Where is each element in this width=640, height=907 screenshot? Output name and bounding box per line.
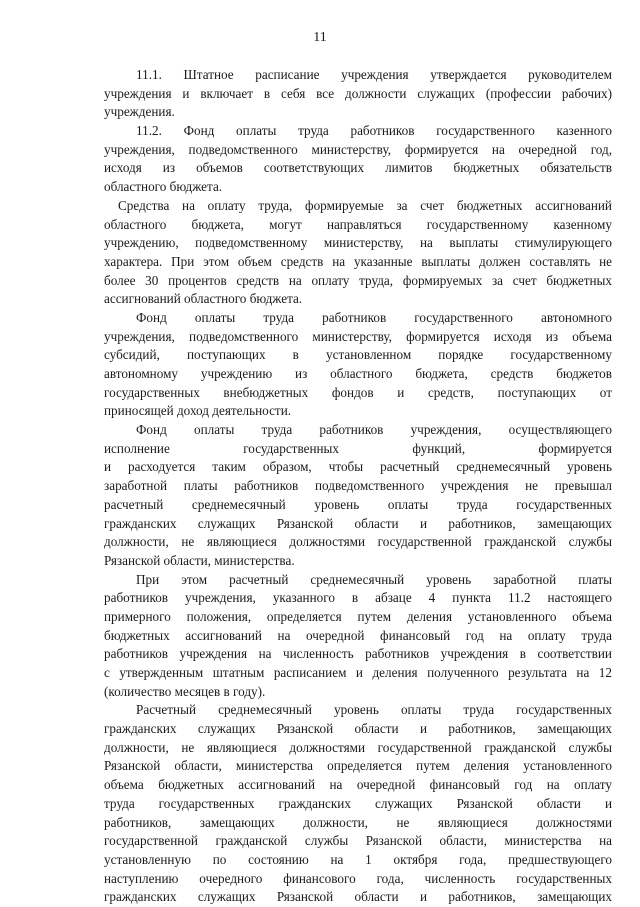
text-line: примерного положения, определяется путем деления установленного объема — [104, 608, 612, 624]
text-line: учреждения. — [104, 104, 175, 120]
text-line: учреждения, подведомственного министерству, формируется на очередной год, — [104, 141, 612, 157]
text-line: гражданских служащих Рязанской области и работников, замещающих — [104, 721, 612, 737]
text-line: Фонд оплаты труда работников государственного автономного — [136, 309, 612, 325]
text-line: 11.2. Фонд оплаты труда работников государственного казенного — [136, 123, 612, 139]
text-line: При этом расчетный среднемесячный уровень заработной платы — [136, 571, 612, 587]
text-line: областного бюджета, могут направляться государственному казенному — [104, 216, 612, 232]
text-line: государственных внебюджетных фондов и средств, поступающих от — [104, 384, 612, 400]
text-line: Рязанской области, министерства. — [104, 552, 295, 568]
text-line: Средства на оплату труда, формируемые за счет бюджетных ассигнований — [118, 197, 612, 213]
text-line: Расчетный среднемесячный уровень оплаты труда государственных — [136, 702, 612, 718]
text-line: установленную по состоянию на 1 октября года, предшествующего — [104, 851, 612, 867]
text-line: характера. При этом объем средств на указанные выплаты должен составлять не — [104, 253, 612, 269]
text-line: субсидий, поступающих в установленном порядке государственному — [104, 347, 612, 363]
text-line: приносящей доход деятельности. — [104, 403, 292, 419]
text-line: областного бюджета. — [104, 179, 223, 195]
text-line: исполнение государственных функций, формируется — [104, 440, 612, 456]
text-line: государственной гражданской службы Рязанской области, министерства на — [104, 833, 612, 849]
text-line: труда государственных гражданских служащих Рязанской области и — [104, 795, 612, 811]
text-line: автономному учреждению из областного бюджета, средств бюджетов — [104, 366, 612, 381]
text-line: наступлению очередного финансового года, численность государственных — [104, 870, 612, 886]
text-line: гражданских служащих Рязанской области и работников, замещающих — [104, 889, 612, 905]
text-line: ассигнований областного бюджета. — [104, 291, 303, 307]
text-line: расчетный среднемесячный уровень оплаты труда государственных — [104, 496, 612, 512]
text-line: с утвержденным штатным расписанием и деления полученного результата на 12 — [104, 665, 612, 680]
text-line: учреждения, подведомственного министерству, формируется исходя из объема — [104, 328, 612, 344]
text-line: бюджетных ассигнований на очередной финансовый год на оплату труда — [104, 627, 612, 643]
page-number: 11 — [313, 30, 327, 45]
text-line: 11.1. Штатное расписание учреждения утверждается руководителем — [136, 67, 612, 82]
text-line: более 30 процентов средств на оплату труда, формируемых за счет бюджетных — [104, 272, 612, 288]
text-line: (количество месяцев в году). — [104, 683, 266, 699]
text-line: работников учреждения, указанного в абзаце 4 пункта 11.2 настоящего — [104, 590, 612, 606]
text-line: Рязанской области, министерства определяется путем деления установленного — [104, 758, 612, 774]
text-line: учреждению, подведомственному министерству, на выплаты стимулирующего — [104, 235, 612, 251]
text-line: заработной платы работников подведомственного учреждения не превышал — [104, 478, 612, 494]
document-body — [104, 66, 612, 907]
text-line: Фонд оплаты труда работников учреждения, осуществляющего — [136, 422, 612, 438]
text-line: исходя из объемов соответствующих лимитов бюджетных обязательств — [104, 160, 612, 176]
text-line: гражданских служащих Рязанской области и работников, замещающих — [104, 515, 612, 531]
text-line: работников учреждения на численность работников учреждения в соответствии — [104, 646, 612, 662]
text-line: должности, не являющиеся должностями государственной гражданской службы — [104, 534, 612, 550]
text-line: должности, не являющиеся должностями государственной гражданской службы — [104, 739, 612, 755]
text-line: объема бюджетных ассигнований на очередной финансовый год на оплату — [104, 777, 612, 793]
text-line: работников, замещающих должности, не являющиеся должностями — [104, 814, 612, 830]
text-line: и расходуется таким образом, чтобы расчетный среднемесячный уровень — [104, 459, 612, 475]
text-line: учреждения и включает в себя все должности служащих (профессии рабочих) — [104, 85, 612, 101]
